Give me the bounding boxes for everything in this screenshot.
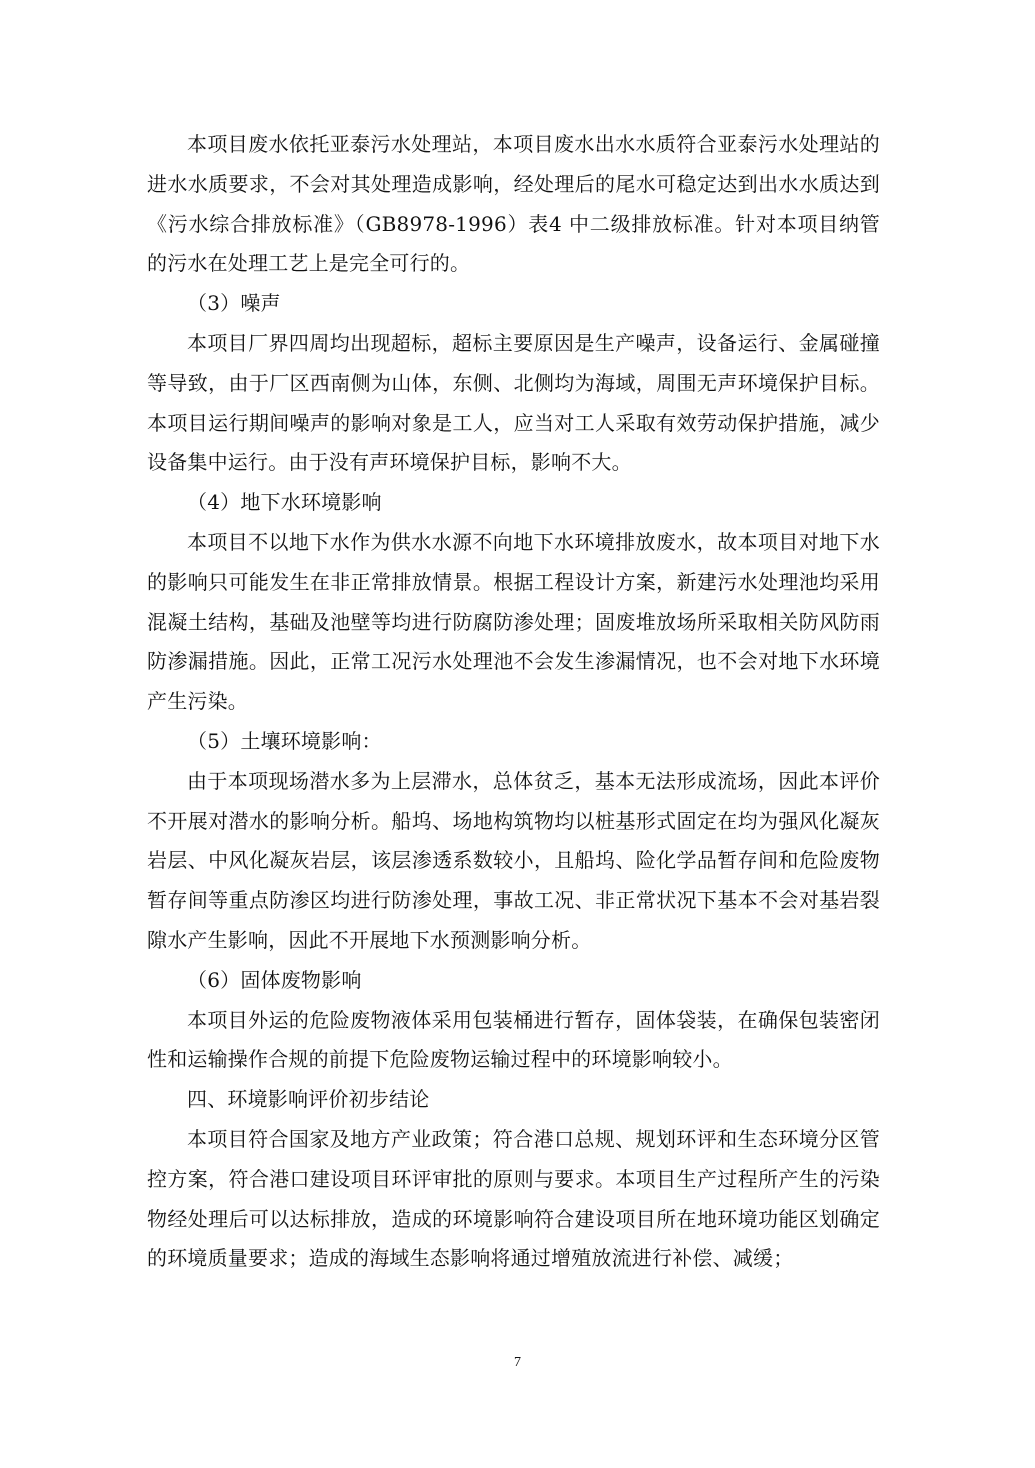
heading-solid-waste: （6）固体废物影响	[187, 967, 362, 992]
document-body	[147, 125, 880, 1279]
paragraph-groundwater: 本项目不以地下水作为供水水源不向地下水环境排放废水，故本项目对地下水的影响只可能发生在非正常排放情景。根据工程设计方案，新建污水处理池均采用混凝土结构，基础及池壁等均进行防腐防渗处理；固废堆放场所采取相关防风防雨防渗漏措施。因此，正常工况污水处理池不会发生渗漏情况，也不会对地下水环境产生污染。	[147, 529, 880, 714]
paragraph-noise: 本项目厂界四周均出现超标，超标主要原因是生产噪声，设备运行、金属碰撞等导致，由于厂区西南侧为山体，东侧、北侧均为海域，周围无声环境保护目标。本项目运行期间噪声的影响对象是工人，应当对工人采取有效劳动保护措施，减少设备集中运行。由于没有声环境保护目标，影响不大。	[147, 330, 880, 475]
heading-conclusion: 四、环境影响评价初步结论	[187, 1087, 430, 1112]
paragraph-solid-waste: 本项目外运的危险废物液体采用包装桶进行暂存，固体袋装，在确保包装密闭性和运输操作合规的前提下危险废物运输过程中的环境影响较小。	[147, 1007, 880, 1072]
page-number: 7	[514, 1355, 521, 1370]
heading-groundwater: （4）地下水环境影响	[187, 490, 382, 515]
paragraph-wastewater: 本项目废水依托亚泰污水处理站，本项目废水出水水质符合亚泰污水处理站的进水水质要求，不会对其处理造成影响，经处理后的尾水可稳定达到出水水质达到《污水综合排放标准》（GB8978-1996）表4 中二级排放标准。针对本项目纳管的污水在处理工艺上是完全可行的。	[147, 132, 880, 276]
paragraph-conclusion: 本项目符合国家及地方产业政策；符合港口总规、规划环评和生态环境分区管控方案，符合港口建设项目环评审批的原则与要求。本项目生产过程所产生的污染物经处理后可以达标排放，造成的环境影响符合建设项目所在地环境功能区划确定的环境质量要求；造成的海域生态影响将通过增殖放流进行补偿、减缓；	[147, 1126, 880, 1271]
heading-noise: （3）噪声	[187, 291, 281, 316]
paragraph-soil: 由于本项现场潜水多为上层滞水，总体贫乏，基本无法形成流场，因此本评价不开展对潜水的影响分析。船坞、场地构筑物均以桩基形式固定在均为强风化凝灰岩层、中风化凝灰岩层，该层渗透系数较小，且船坞、险化学品暂存间和危险废物暂存间等重点防渗区均进行防渗处理，事故工况、非正常状况下基本不会对基岩裂隙水产生影响，因此不开展地下水预测影响分析。	[147, 768, 880, 952]
heading-soil: （5）土壤环境影响：	[187, 728, 382, 753]
